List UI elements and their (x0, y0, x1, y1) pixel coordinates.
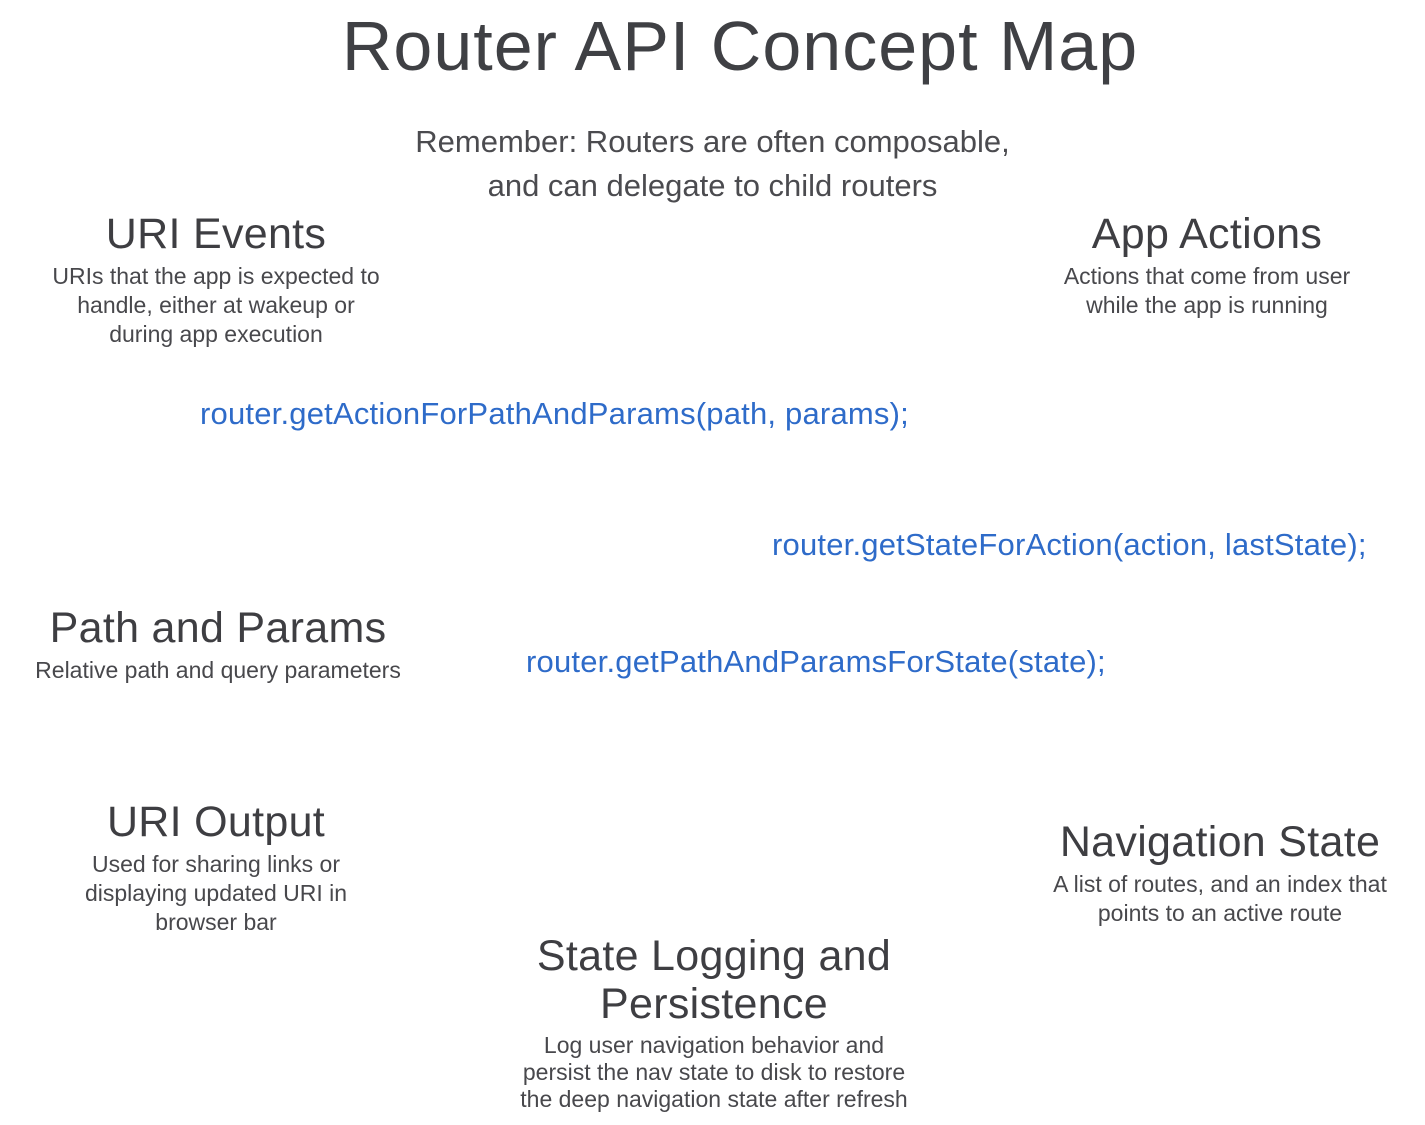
node-heading: URI Events (105, 210, 327, 258)
api-call-get-action-for-path-and-params: router.getActionForPathAndParams(path, params); (200, 396, 909, 431)
node-uri-events (16, 210, 416, 349)
description-line: URIs that the app is expected to (52, 263, 380, 289)
node-heading: App Actions (1091, 210, 1323, 258)
node-description (8, 656, 428, 685)
page-subtitle (0, 120, 1425, 208)
node-description (494, 1032, 934, 1113)
description-line: during app execution (109, 321, 323, 347)
description-line: displaying updated URI in (84, 880, 348, 906)
node-heading: URI Output (106, 798, 326, 846)
node-description (16, 850, 416, 937)
description-line: Log user navigation behavior and (543, 1032, 885, 1058)
node-uri-output (16, 798, 416, 937)
description-line: browser bar (155, 909, 277, 935)
page-title: Router API Concept Map (341, 7, 1139, 85)
description-line: handle, either at wakeup or (77, 292, 355, 318)
heading-line: Persistence (600, 980, 828, 1028)
node-path-and-params (8, 604, 428, 685)
description-line: A list of routes, and an index that (1053, 871, 1387, 897)
node-description (1007, 262, 1407, 320)
node-heading: Path and Params (49, 604, 387, 652)
description-line: Actions that come from user (1063, 263, 1351, 289)
node-app-actions (1007, 210, 1407, 320)
node-description (16, 262, 416, 349)
description-line: the deep navigation state after refresh (520, 1086, 908, 1112)
description-line: Used for sharing links or (92, 851, 340, 877)
node-state-logging-and-persistence (494, 932, 934, 1113)
api-call-get-state-for-action: router.getStateForAction(action, lastState); (772, 527, 1367, 562)
description-line: persist the nav state to disk to restore (522, 1059, 906, 1085)
api-call-get-path-and-params-for-state: router.getPathAndParamsForState(state); (526, 644, 1106, 679)
heading-line: State Logging and (536, 932, 892, 980)
node-description (1020, 870, 1420, 928)
description-line: Relative path and query parameters (35, 657, 401, 683)
node-heading: Navigation State (1059, 818, 1381, 866)
node-navigation-state (1020, 818, 1420, 928)
description-line: points to an active route (1097, 900, 1343, 926)
subtitle-line: and can delegate to child routers (487, 168, 938, 203)
subtitle-line: Remember: Routers are often composable, (415, 124, 1010, 159)
node-heading (494, 932, 934, 1028)
description-line: while the app is running (1086, 292, 1328, 318)
